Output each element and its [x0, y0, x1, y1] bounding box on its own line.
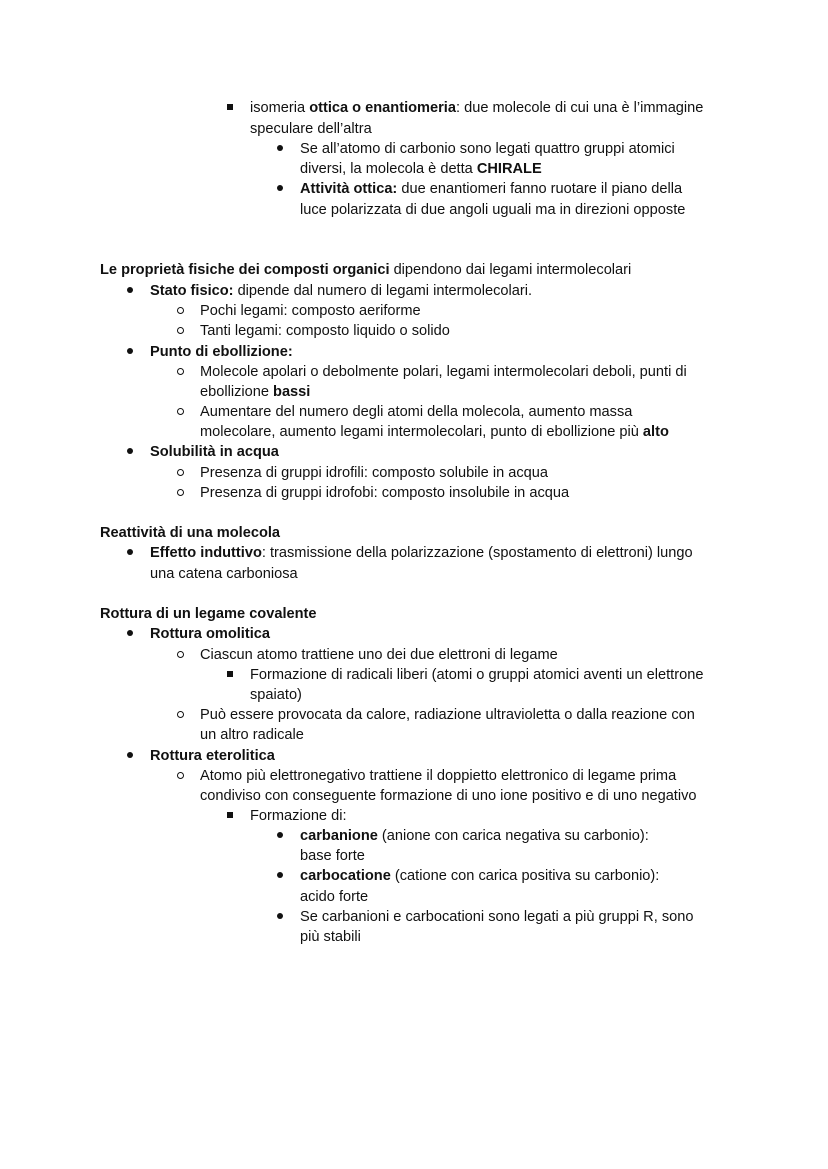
circle-bullet-icon [170, 705, 190, 725]
punto-ebollizione-item: Punto di ebollizione: [150, 344, 293, 360]
dot-bullet-icon [270, 139, 290, 159]
circle-bullet-icon [170, 463, 190, 483]
circle-bullet-icon [170, 483, 190, 503]
enantiomeria-line-2: speculare dell’altra [250, 121, 372, 137]
omolitica-line-1: Ciascun atomo trattiene uno dei due elettroni di legame [200, 647, 558, 663]
dot-bullet-icon [270, 179, 290, 199]
tanti-legami-item: Tanti legami: composto liquido o solido [200, 323, 450, 339]
square-bullet-icon [220, 98, 240, 118]
radicali-line-1: Formazione di radicali liberi (atomi o gruppi atomici aventi un elettrone [250, 667, 704, 683]
dot-bullet-icon [270, 826, 290, 846]
dot-bullet-icon [120, 281, 140, 301]
chirale-line-2: diversi, la molecola è detta CHIRALE [300, 161, 542, 177]
reattivita-heading: Reattività di una molecola [100, 525, 281, 541]
circle-bullet-icon [170, 362, 190, 382]
rottura-omolitica-item: Rottura omolitica [150, 626, 270, 642]
idrofili-item: Presenza di gruppi idrofili: composto solubile in acqua [200, 465, 549, 481]
dot-bullet-icon [120, 543, 140, 563]
ebollizione-line-4: molecolare, aumento legami intermolecolari, punto di ebollizione più alto [200, 424, 669, 440]
effetto-induttivo-line-2: una catena carboniosa [150, 566, 298, 582]
ebollizione-line-2: ebollizione bassi [200, 384, 311, 400]
rottura-eterolitica-item: Rottura eterolitica [150, 748, 275, 764]
carbocatione-line-2: acido forte [300, 889, 369, 905]
dot-bullet-icon [120, 342, 140, 362]
ebollizione-line-1: Molecole apolari o debolmente polari, legami intermolecolari deboli, punti di [200, 364, 687, 380]
rottura-heading: Rottura di un legame covalente [100, 606, 317, 622]
square-bullet-icon [220, 806, 240, 826]
carbanione-line-2: base forte [300, 848, 365, 864]
circle-bullet-icon [170, 301, 190, 321]
chirale-line-1: Se all’atomo di carbonio sono legati quattro gruppi atomici [300, 141, 675, 157]
proprieta-heading: Le proprietà fisiche dei composti organici dipendono dai legami intermolecolari [100, 262, 632, 278]
stato-fisico-item: Stato fisico: dipende dal numero di legami intermolecolari. [150, 283, 533, 299]
solubilita-item: Solubilità in acqua [150, 444, 279, 460]
eterolitica-line-2: condiviso con conseguente formazione di uno ione positivo e di uno negativo [200, 788, 697, 804]
radicali-line-2: spaiato) [250, 687, 302, 703]
effetto-induttivo-line-1: Effetto induttivo: trasmissione della polarizzazione (spostamento di elettroni) lungo [150, 545, 693, 561]
omolitica-line-3: un altro radicale [200, 727, 304, 743]
circle-bullet-icon [170, 645, 190, 665]
formazione-di-item: Formazione di: [250, 808, 347, 824]
eterolitica-line-1: Atomo più elettronegativo trattiene il doppietto elettronico di legame prima [200, 768, 677, 784]
circle-bullet-icon [170, 402, 190, 422]
dot-bullet-icon [270, 907, 290, 927]
attivita-ottica-line-2: luce polarizzata di due angoli uguali ma in direzioni opposte [300, 202, 686, 218]
enantiomeria-line-1: isomeria ottica o enantiomeria: due molecole di cui una è l’immagine [250, 100, 704, 116]
dot-bullet-icon [120, 624, 140, 644]
square-bullet-icon [220, 665, 240, 685]
carbocatione-line-1: carbocatione (catione con carica positiva su carbonio): [300, 868, 660, 884]
pochi-legami-item: Pochi legami: composto aeriforme [200, 303, 421, 319]
ebollizione-line-3: Aumentare del numero degli atomi della molecola, aumento massa [200, 404, 633, 420]
attivita-ottica-line-1: Attività ottica: due enantiomeri fanno ruotare il piano della [300, 181, 683, 197]
circle-bullet-icon [170, 321, 190, 341]
circle-bullet-icon [170, 766, 190, 786]
stabilita-line-1: Se carbanioni e carbocationi sono legati a più gruppi R, sono [300, 909, 694, 925]
dot-bullet-icon [120, 746, 140, 766]
dot-bullet-icon [270, 866, 290, 886]
stabilita-line-2: più stabili [300, 929, 361, 945]
omolitica-line-2: Può essere provocata da calore, radiazione ultravioletta o dalla reazione con [200, 707, 695, 723]
carbanione-line-1: carbanione (anione con carica negativa su carbonio): [300, 828, 649, 844]
idrofobi-item: Presenza di gruppi idrofobi: composto insolubile in acqua [200, 485, 570, 501]
dot-bullet-icon [120, 442, 140, 462]
